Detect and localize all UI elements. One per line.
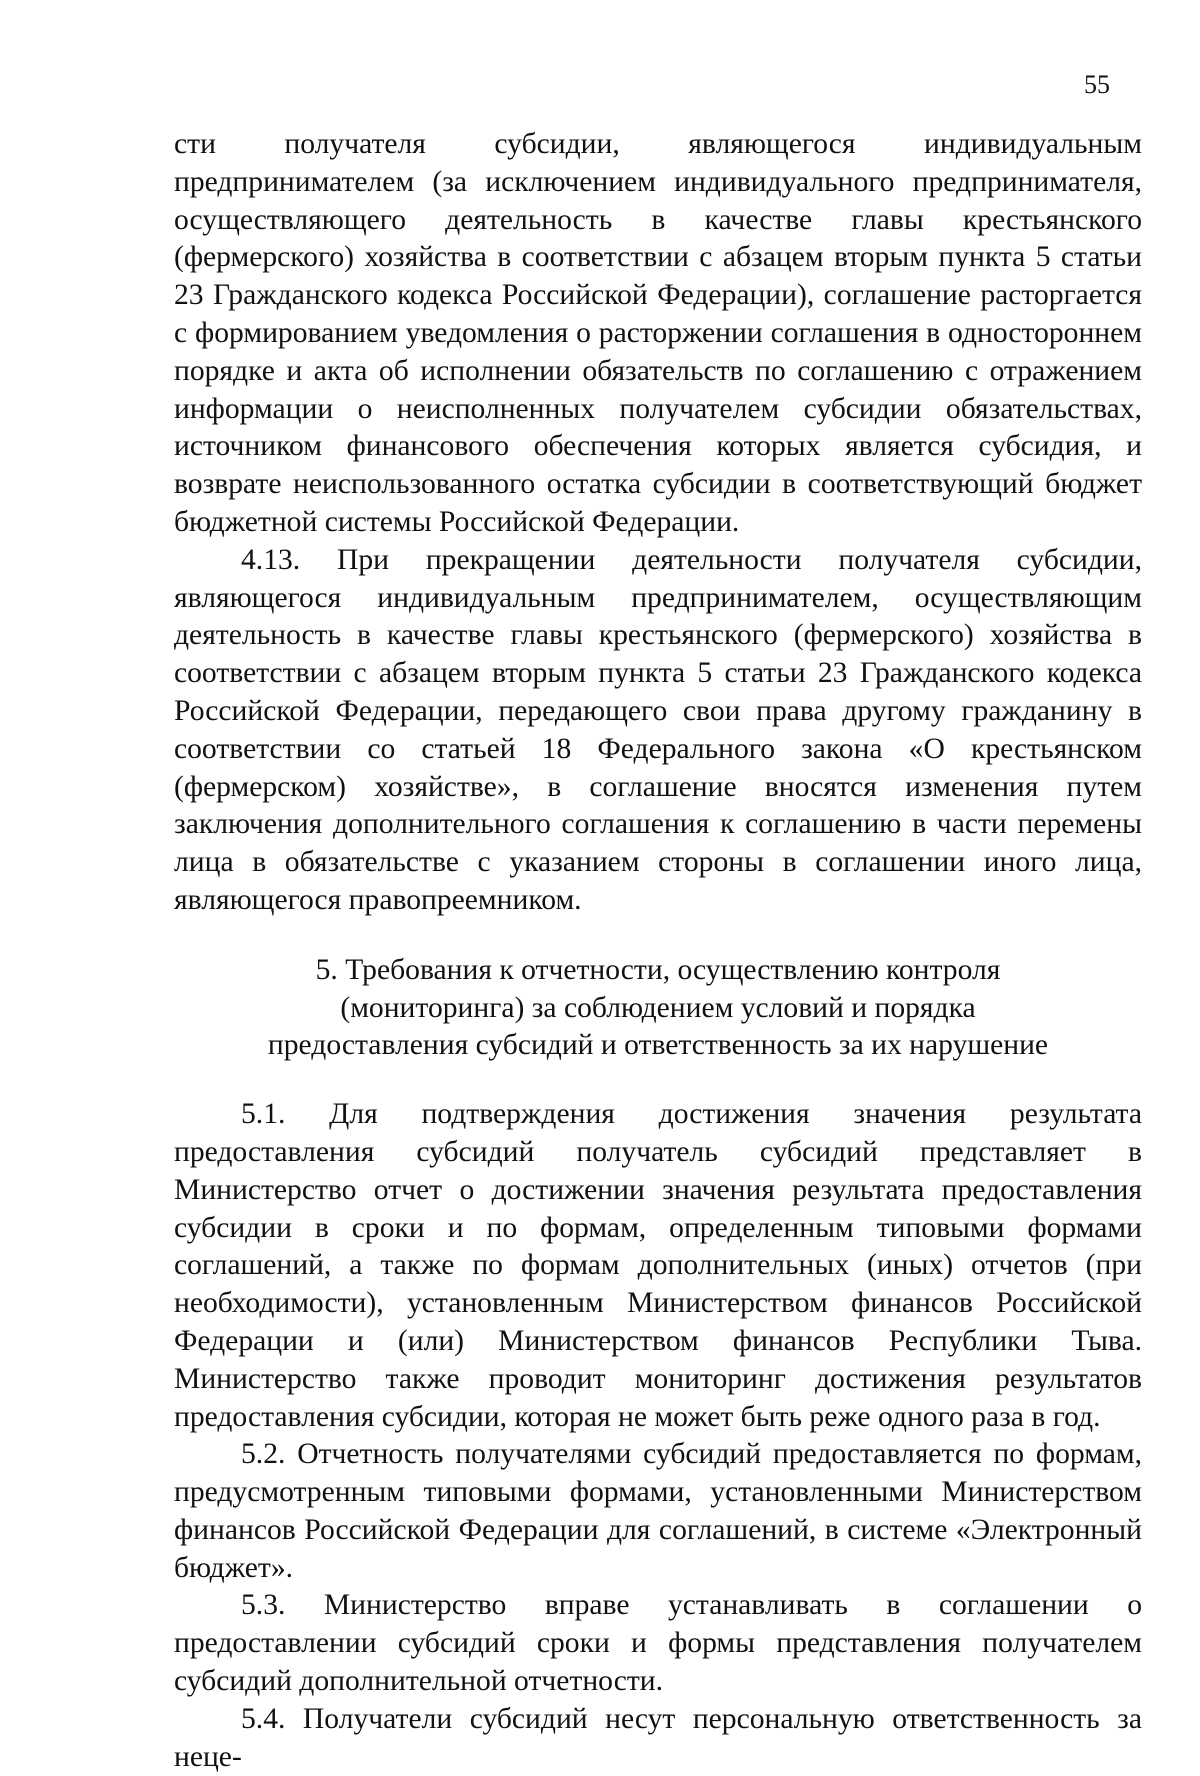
section-heading-line-2: (мониторинга) за соблюдением условий и порядка (340, 991, 976, 1024)
paragraph-5-2: 5.2. Отчетность получателями субсидий предоставляется по формам, предусмотренным типовыми формами, установленными Министерством финансов Российской Федерации для соглашений, в системе «Электронный бюджет». (174, 1438, 1142, 1584)
document-body (174, 126, 1142, 1776)
paragraph-5-1: 5.1. Для подтверждения достижения значения результата предоставления субсидий получатель субсидий представляет в Министерство отчет о достижении значения результата предоставления субсидии в сроки и по формам, определенным типовыми формами соглашений, а также по формам дополнительных (иных) отчетов (при необходимости), установленным Министерством финансов Российской Федерации и (или) Министерством финансов Республики Тыва. Министерство также проводит мониторинг достижения результатов предоставления субсидии, которая не может быть реже одного раза в год. (174, 1098, 1142, 1433)
paragraph-4-13: 4.13. При прекращении деятельности получателя субсидии, являющегося индивидуальным предпринимателем, осуществляющим деятельность в качестве главы крестьянского (фермерского) хозяйства в соответствии с абзацем вторым пункта 5 статьи 23 Гражданского кодекса Российской Федерации, передающего свои права другому гражданину в соответствии со статьей 18 Федерального закона «О крестьянском (фермерском) хозяйстве», в соглашение вносятся изменения путем заключения дополнительного соглашения к соглашению в части перемены лица в обязательстве с указанием стороны в соглашении иного лица, являющегося правопреемником. (174, 543, 1142, 916)
page-number: 55 (1084, 70, 1110, 99)
section-heading-line-3: предоставления субсидий и ответственность за их нарушение (267, 1029, 1049, 1062)
section-5-heading (174, 952, 1142, 1065)
paragraph-5-3: 5.3. Министерство вправе устанавливать в соглашении о предоставлении субсидий сроки и формы представления получателем субсидий дополнительной отчетности. (174, 1589, 1142, 1698)
paragraph-5-4: 5.4. Получатели субсидий несут персональную ответственность за неце- (174, 1702, 1142, 1773)
paragraph-continuation: сти получателя субсидии, являющегося индивидуальным предпринимателем (за исключением индивидуального предпринимателя, осуществляющего деятельность в качестве главы крестьянского (фермерского) хозяйства в соответствии с абзацем вторым пункта 5 статьи 23 Гражданского кодекса Российской Федерации), соглашение расторгается с формированием уведомления о расторжении соглашения в одностороннем порядке и акта об исполнении обязательств по соглашению с отражением информации о неисполненных получателем субсидии обязательствах, источником финансового обеспечения которых является субсидия, и возврате неиспользованного остатка субсидии в соответствующий бюджет бюджетной системы Российской Федерации. (174, 128, 1142, 538)
section-heading-line-1: 5. Требования к отчетности, осуществлению контроля (315, 953, 1001, 986)
